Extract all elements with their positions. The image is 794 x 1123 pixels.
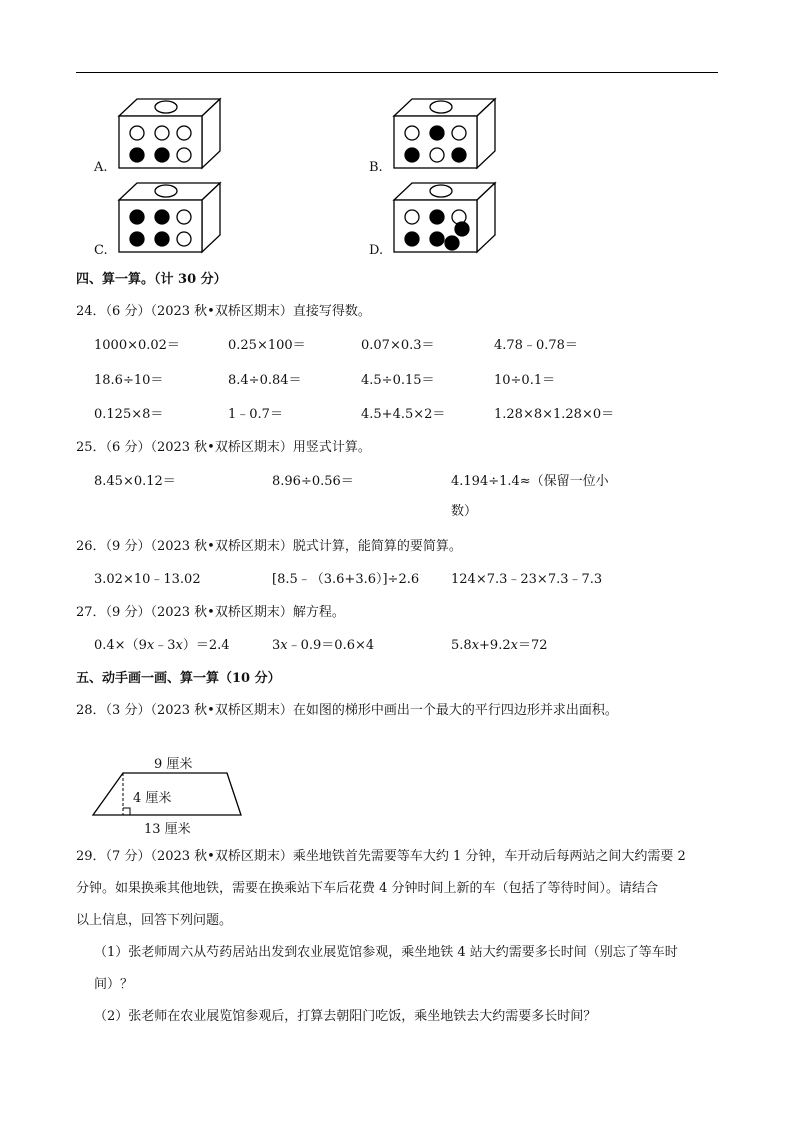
q26-item: 3.02×10﹣13.02 xyxy=(94,572,201,587)
q25-item-cont: 数） xyxy=(451,504,478,519)
filled-dot xyxy=(430,210,444,224)
filled-dot xyxy=(155,148,169,162)
q25-item: 4.194÷1.4≈（保留一位小 xyxy=(451,474,609,489)
right-angle-mark xyxy=(123,808,130,815)
option-c-box[interactable] xyxy=(117,181,222,255)
q24-item: 8.4÷0.84＝ xyxy=(228,373,302,388)
q24-item: 4.5÷0.15＝ xyxy=(361,373,435,388)
empty-dot xyxy=(405,210,419,224)
option-d-label: D. xyxy=(369,243,384,258)
trapezoid-height-label: 4 厘米 xyxy=(133,791,172,806)
q26-stem: 26．（9 分）（2023 秋•双桥区期末）脱式计算，能简算的要简算。 xyxy=(76,539,462,554)
option-b-box[interactable] xyxy=(392,97,497,171)
option-d-box[interactable] xyxy=(392,181,497,255)
q29-sub1-line-1: （1）张老师周六从芍药居站出发到农业展览馆参观，乘坐地铁 4 站大约需要多长时间（别忘了等车时 xyxy=(94,945,678,960)
empty-dot xyxy=(177,148,191,162)
q24-item: 0.25×100＝ xyxy=(228,338,306,353)
empty-dot xyxy=(405,126,419,140)
empty-dot xyxy=(130,126,144,140)
q27-stem: 27．（9 分）（2023 秋•双桥区期末）解方程。 xyxy=(76,605,345,620)
trapezoid-bottom-label: 13 厘米 xyxy=(144,822,191,837)
q24-item: 18.6÷10＝ xyxy=(94,373,164,388)
empty-dot xyxy=(177,232,191,246)
empty-dot xyxy=(430,148,444,162)
q29-line-3: 以上信息，回答下列问题。 xyxy=(76,913,233,928)
filled-dot xyxy=(130,148,144,162)
filled-dot xyxy=(445,236,459,250)
q29-sub2: （2）张老师在农业展览馆参观后，打算去朝阳门吃饭，乘坐地铁去大约需要多长时间？ xyxy=(94,1009,597,1024)
q26-item: 124×7.3﹣23×7.3﹣7.3 xyxy=(451,572,603,587)
q25-item: 8.96÷0.56＝ xyxy=(272,474,354,489)
q24-item: 4.78﹣0.78＝ xyxy=(494,338,578,353)
section-4-title: 四、算一算。（计 30 分） xyxy=(76,272,227,287)
header-rule xyxy=(76,72,718,73)
empty-dot xyxy=(177,210,191,224)
section-5-title: 五、动手画一画、算一算（10 分） xyxy=(76,671,281,686)
filled-dot xyxy=(405,232,419,246)
option-a-label: A. xyxy=(94,160,108,175)
q27-equation-1: 0.4×（9x﹣3x）＝2.4 xyxy=(94,638,230,653)
box-top-hole xyxy=(430,101,452,113)
option-c-label: C. xyxy=(94,243,108,258)
filled-dot xyxy=(455,222,469,236)
trapezoid-top-label: 9 厘米 xyxy=(154,757,193,772)
box-top-hole xyxy=(155,101,177,113)
filled-dot xyxy=(452,148,466,162)
empty-dot xyxy=(452,126,466,140)
option-a-box[interactable] xyxy=(117,97,222,171)
filled-dot xyxy=(430,232,444,246)
q26-item: [8.5﹣（3.6+3.6）]÷2.6 xyxy=(272,572,420,587)
q24-item: 1000×0.02＝ xyxy=(94,338,180,353)
option-b-label: B. xyxy=(369,160,383,175)
q24-item: 0.125×8＝ xyxy=(94,407,164,422)
filled-dot xyxy=(155,232,169,246)
q24-item: 1.28×8×1.28×0＝ xyxy=(494,407,615,422)
q29-sub1-line-2: 间）？ xyxy=(94,977,134,992)
q29-line-2: 分钟。如果换乘其他地铁，需要在换乘站下车后花费 4 分钟时间上新的车（包括了等待时间）。请结合 xyxy=(76,881,659,896)
filled-dot xyxy=(155,210,169,224)
q24-item: 0.07×0.3＝ xyxy=(361,338,435,353)
box-top-hole xyxy=(430,185,452,197)
filled-dot xyxy=(130,232,144,246)
q24-item: 10÷0.1＝ xyxy=(494,373,556,388)
box-top-hole xyxy=(155,185,177,197)
empty-dot xyxy=(177,126,191,140)
q24-item: 1﹣0.7＝ xyxy=(228,407,283,422)
q24-item: 4.5+4.5×2＝ xyxy=(361,407,446,422)
empty-dot xyxy=(155,126,169,140)
filled-dot xyxy=(405,148,419,162)
q25-stem: 25．（6 分）（2023 秋•双桥区期末）用竖式计算。 xyxy=(76,440,371,455)
filled-dot xyxy=(430,126,444,140)
filled-dot xyxy=(130,210,144,224)
q25-item: 8.45×0.12＝ xyxy=(94,474,176,489)
q28-stem: 28．（3 分）（2023 秋•双桥区期末）在如图的梯形中画出一个最大的平行四边形并求出面积。 xyxy=(76,703,618,718)
q24-stem: 24．（6 分）（2023 秋•双桥区期末）直接写得数。 xyxy=(76,304,371,319)
q27-equation-3: 5.8x+9.2x＝72 xyxy=(451,638,548,653)
q29-line-1: 29．（7 分）（2023 秋•双桥区期末）乘坐地铁首先需要等车大约 1 分钟，车开动后每两站之间大约需要 2 xyxy=(76,849,686,864)
q27-equation-2: 3x﹣0.9＝0.6×4 xyxy=(272,638,375,653)
